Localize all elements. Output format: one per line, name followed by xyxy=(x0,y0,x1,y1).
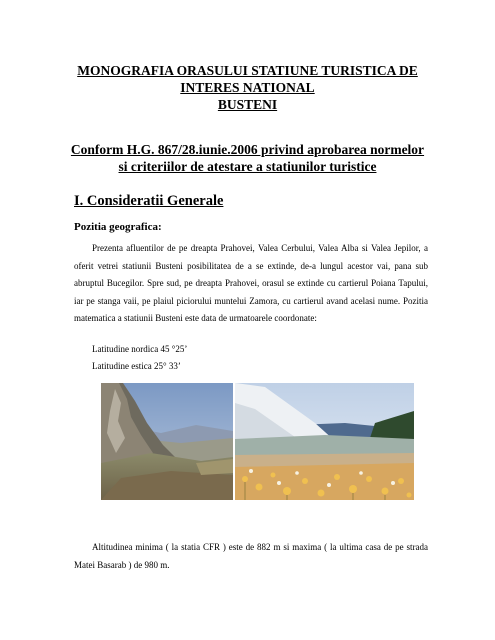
section-heading: I. Consideratii Generale xyxy=(74,193,224,209)
title-line-1: MONOGRAFIA ORASULUI STATIUNE TURISTICA DE xyxy=(77,63,418,78)
subtitle-line-1: Conform H.G. 867/28.iunie.2006 privind aprobarea normelor xyxy=(70,142,425,157)
title-line-3: BUSTENI xyxy=(217,97,278,112)
subtitle-line-2: si criteriilor de atestare a statiunilor turistice xyxy=(118,159,377,174)
snowy-meadow-photo xyxy=(235,383,414,500)
latitude-east: Latitudine estica 25° 33’ xyxy=(92,361,181,371)
subsection-heading: Pozitia geografica: xyxy=(74,221,162,233)
title-line-2: INTERES NATIONAL xyxy=(180,80,315,95)
document-title xyxy=(60,62,435,113)
mountain-valley-photo xyxy=(101,383,233,500)
latitude-north: Latitudine nordica 45 °25’ xyxy=(92,344,188,354)
paragraph-geography: Prezenta afluentilor de pe dreapta Prahovei, Valea Cerbului, Valea Alba si Valea Jepilor, a oferit vetrei statiunii Busteni posibilitatea de a se extinde, de-a lungul acestor vai, pana sub abruptul Bucegilor. Spre sud, pe dreapta Prahovei, orasul se extinde cu cartierul Poiana Tapului, iar pe stanga vaii, pe plaiul piciorului muntelui Zamora, cu cartierul avand acelasi nume. Pozitia matematica a statiunii Busteni este data de urmatoarele coordonate: xyxy=(74,243,428,323)
document-subtitle xyxy=(60,141,435,175)
paragraph-altitude: Altitudinea minima ( la statia CFR ) este de 882 m si maxima ( la ultima casa de pe strada Matei Basarab ) de 980 m. xyxy=(74,542,428,570)
